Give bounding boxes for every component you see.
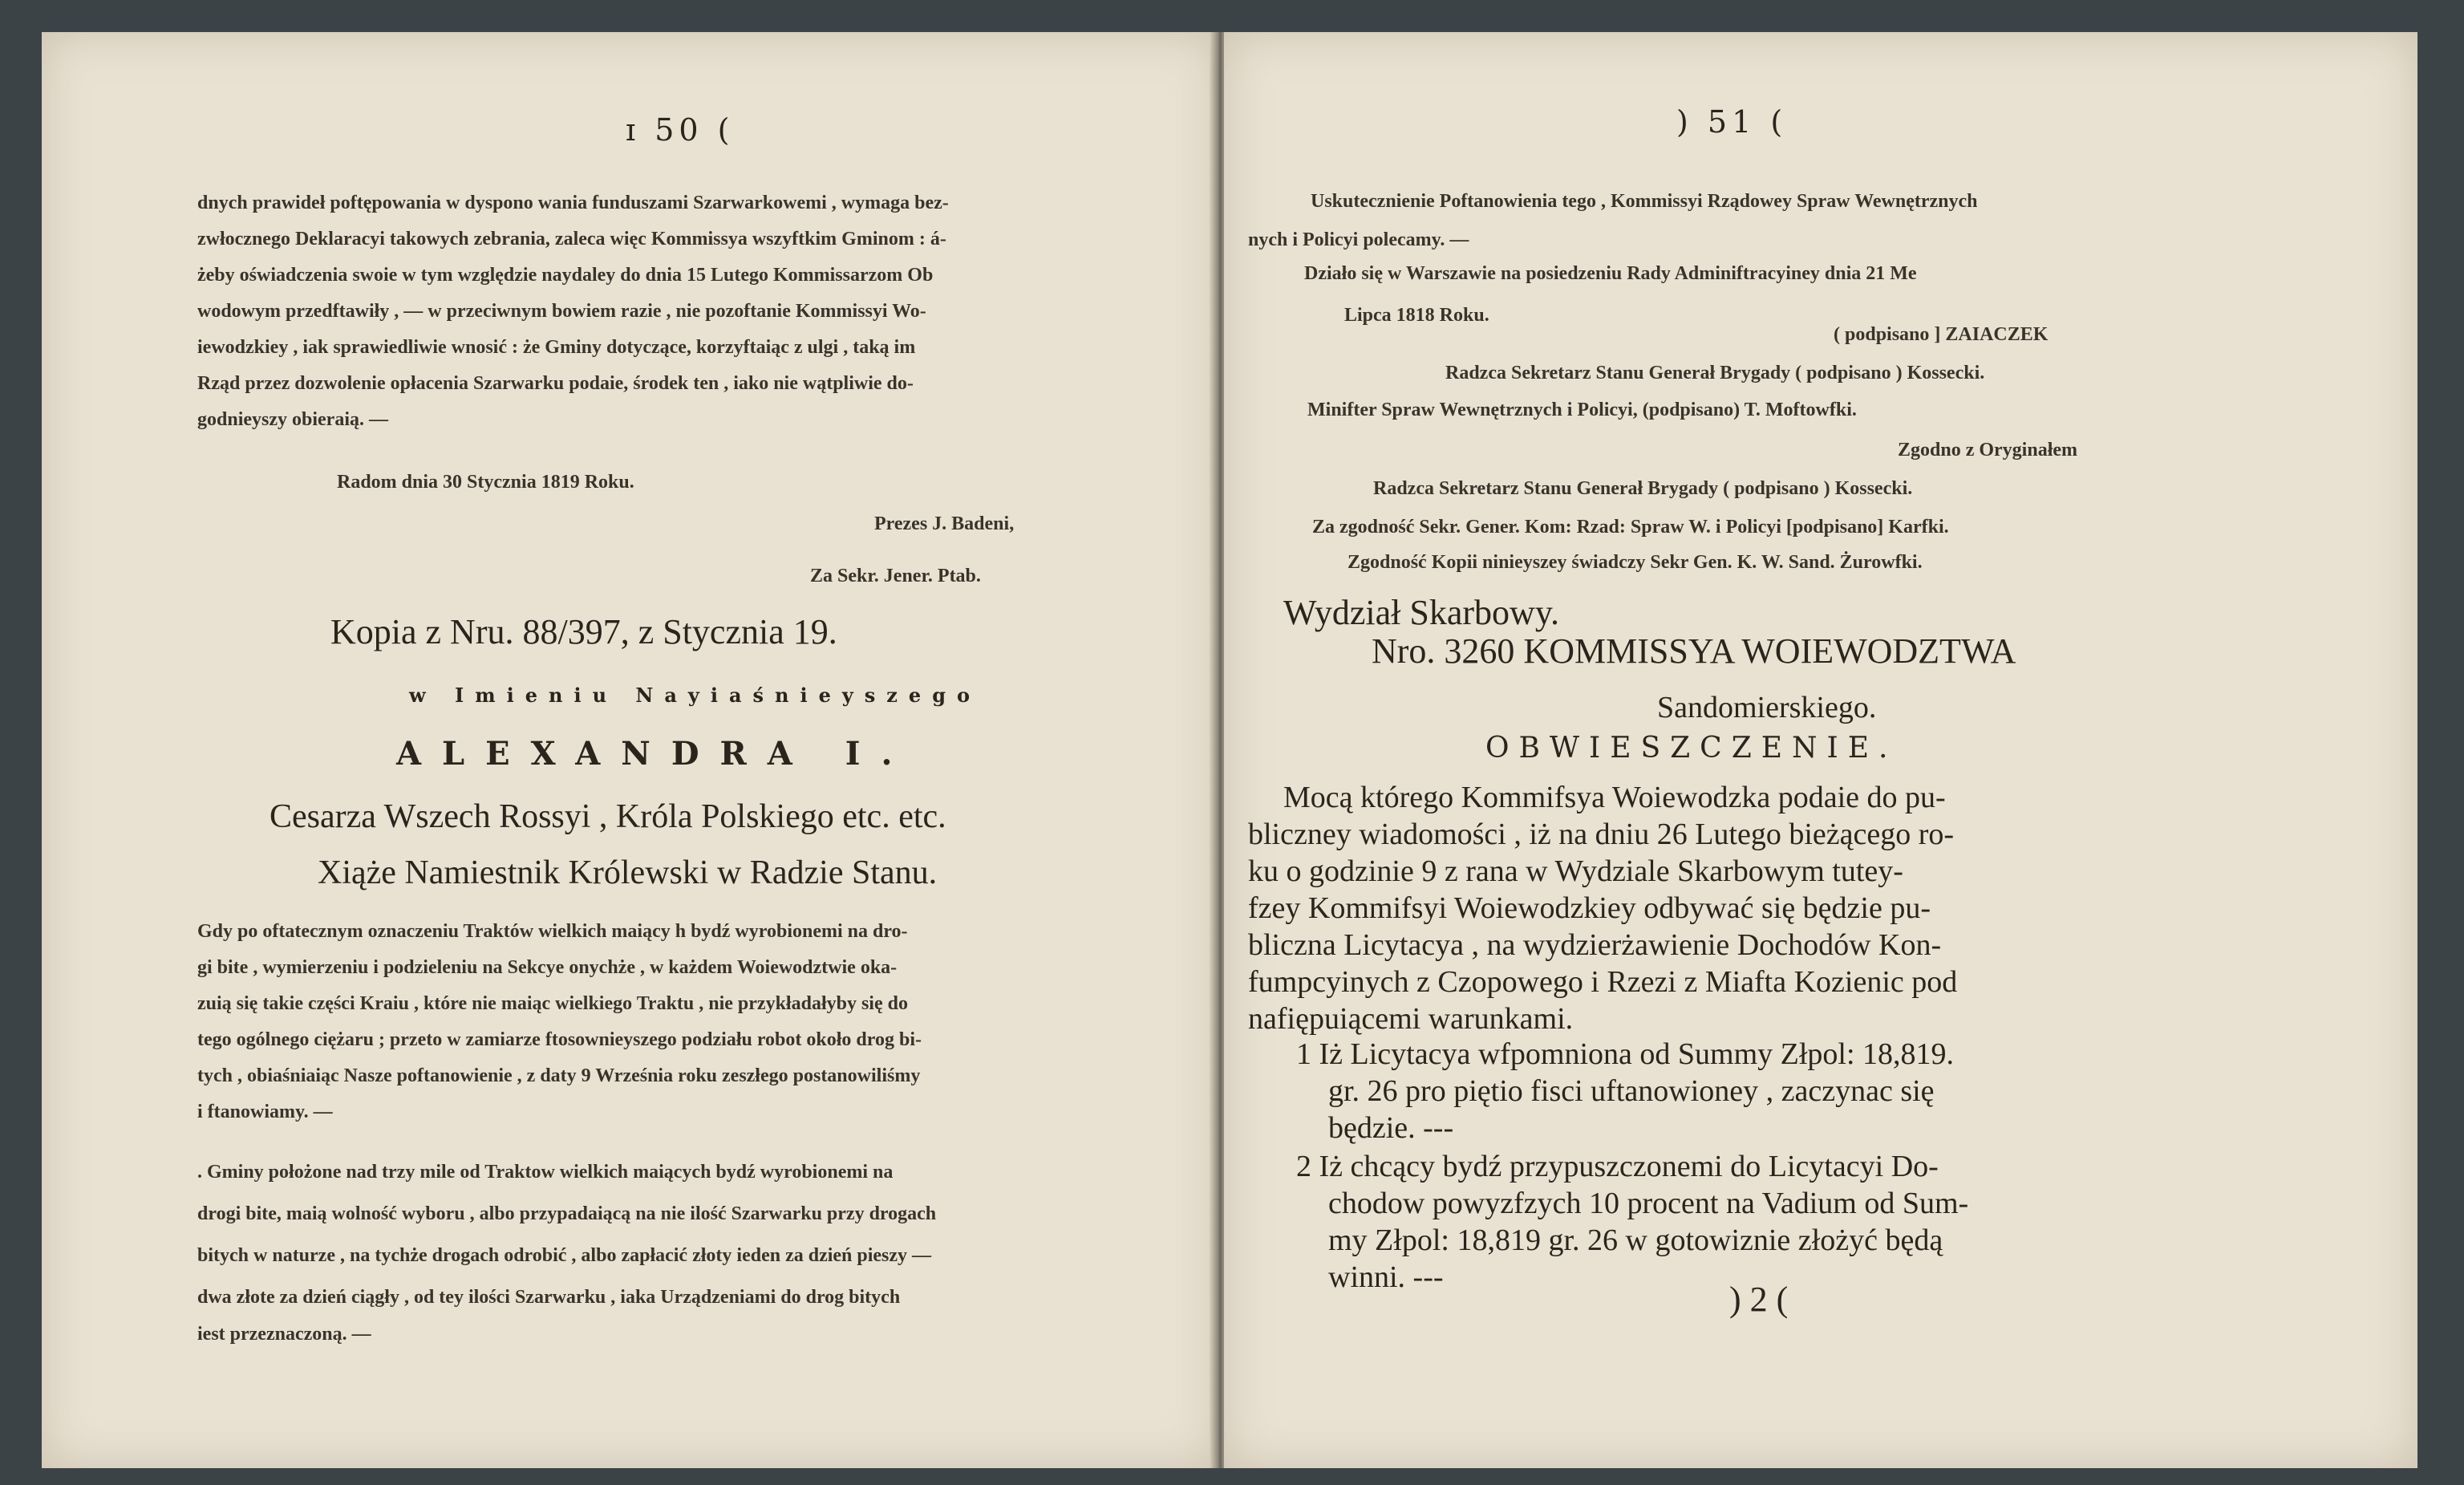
paragraph-line: zwłocznego Deklaracyi takowych zebrania, zaleca więc Kommissya wszyftkim Gminom : á- bbox=[197, 229, 946, 250]
condition-line: 1 Iż Licytacya wfpomniona od Summy Złpol: 18,819. bbox=[1296, 1037, 1955, 1071]
notice-heading: OBWIESZCZENIE. bbox=[1485, 732, 1898, 765]
paragraph-line: . Gminy położone nad trzy mile od Traktow wielkich maiących bydź wyrobionemi na bbox=[197, 1162, 894, 1183]
signature-line: Minifter Spraw Wewnętrznych i Policyi, (podpisano) T. Moftowfki. bbox=[1307, 400, 1857, 420]
subheading: w Imieniu Nayiaśnieyszego bbox=[409, 684, 981, 707]
left-page-number: ɪ 50 ( bbox=[626, 112, 735, 148]
condition-line: winni. --- bbox=[1328, 1260, 1444, 1294]
paragraph-line: Gdy po oftatecznym oznaczeniu Traktów wielkich maiący h bydź wyrobionemi na dro- bbox=[197, 921, 908, 942]
condition-line: będzie. --- bbox=[1328, 1111, 1454, 1145]
condition-line: chodow powyzfzych 10 procent na Vadium od Sum- bbox=[1328, 1187, 1969, 1220]
section-heading: Kopia z Nru. 88/397, z Stycznia 19. bbox=[330, 612, 837, 651]
ruler-name: ALEXANDRA I. bbox=[396, 735, 914, 773]
notice-line: fumpcyinych z Czopowego i Rzezi z Miafta Kozienic pod bbox=[1248, 965, 1958, 999]
notice-line: bliczna Licytacya , na wydzierżawienie Dochodów Kon- bbox=[1248, 928, 1942, 962]
paragraph-line: zuią się takie części Kraiu , które nie maiąc wielkiego Traktu , nie przykładałyby się do bbox=[197, 993, 908, 1014]
signature-line: Radzca Sekretarz Stanu Generał Brygady ( podpisano ) Kossecki. bbox=[1373, 478, 1913, 499]
notice-line: fzey Kommifsyi Woiewodzkiey odbywać się będzie pu- bbox=[1248, 891, 1931, 925]
sheet-signature-mark: ) 2 ( bbox=[1729, 1280, 1789, 1319]
paragraph-line: wodowym przedftawiły , — w przeciwnym bowiem razie , nie pozoftanie Kommissyi Wo- bbox=[197, 301, 926, 322]
date-line: Radom dnia 30 Stycznia 1819 Roku. bbox=[337, 472, 634, 493]
commission-heading: Nro. 3260 KOMMISSYA WOIEWODZTWA bbox=[1372, 631, 2016, 671]
paragraph-line: gi bite , wymierzeniu i podzieleniu na Sekcye onychże , w każdem Woiewodztwie oka- bbox=[197, 957, 898, 978]
paragraph-line: iest przeznaczoną. — bbox=[197, 1324, 371, 1345]
notice-line: ku o godzinie 9 z rana w Wydziale Skarbowym tutey- bbox=[1248, 854, 1903, 888]
paragraph-line: Rząd przez dozwolenie opłacenia Szarwarku podaie, środek ten , iako nie wątpliwie do- bbox=[197, 373, 914, 394]
signature-line: Za Sekr. Jener. Ptab. bbox=[810, 566, 981, 586]
region-heading: Sandomierskiego. bbox=[1657, 691, 1877, 724]
signature-line: Zgodno z Oryginałem bbox=[1898, 440, 2078, 461]
paragraph-line: tych , obiaśniaiąc Nasze poftanowienie , z daty 9 Września roku zeszłego postanowiliśmy bbox=[197, 1065, 921, 1086]
paragraph-line: Lipca 1818 Roku. bbox=[1344, 305, 1489, 326]
notice-line: Mocą którego Kommifsya Woiewodzka podaie do pu- bbox=[1283, 781, 1946, 814]
paragraph-line: tego ogólnego ciężaru ; przeto w zamiarze ftosownieyszego podziału robot około drog bi- bbox=[197, 1029, 922, 1050]
paragraph-line: Działo się w Warszawie na posiedzeniu Rady Adminiftracyiney dnia 21 Me bbox=[1304, 263, 1917, 284]
right-page-number: ) 51 ( bbox=[1676, 104, 1788, 140]
paragraph-line: drogi bite, maią wolność wyboru , albo przypadaiącą na nie ilość Szarwarku przy drogach bbox=[197, 1203, 937, 1224]
paragraph-line: żeby oświadczenia swoie w tym względzie naydaley do dnia 15 Lutego Kommissarzom Ob bbox=[197, 265, 934, 286]
ruler-title: Xiąże Namiestnik Królewski w Radzie Stanu. bbox=[318, 854, 938, 891]
notice-line: nafiępuiącemi warunkami. bbox=[1248, 1002, 1574, 1036]
signature-line: Za zgodność Sekr. Gener. Kom: Rzad: Spraw W. i Policyi [podpisano] Karfki. bbox=[1312, 517, 1949, 538]
paragraph-line: bitych w naturze , na tychże drogach odrobić , albo zapłacić złoty ieden za dzień pieszy — bbox=[197, 1245, 932, 1266]
signature-line: Radzca Sekretarz Stanu Generał Brygady ( podpisano ) Kossecki. bbox=[1445, 363, 1985, 383]
signature-line: Zgodność Kopii ninieyszey świadczy Sekr Gen. K. W. Sand. Żurowfki. bbox=[1348, 552, 1923, 573]
department-heading: Wydział Skarbowy. bbox=[1283, 593, 1559, 632]
signature-line: ( podpisano ] ZAIACZEK bbox=[1834, 324, 2049, 345]
signature-line: Prezes J. Badeni, bbox=[874, 513, 1015, 534]
notice-line: bliczney wiadomości , iż na dniu 26 Lutego bieżącego ro- bbox=[1248, 818, 1955, 851]
condition-line: gr. 26 pro piętio fisci uftanowioney , zaczynac się bbox=[1328, 1074, 1935, 1108]
paragraph-line: i ftanowiamy. — bbox=[197, 1102, 333, 1122]
condition-line: my Złpol: 18,819 gr. 26 w gotowiznie złożyć będą bbox=[1328, 1223, 1943, 1257]
paragraph-line: dnych prawideł poftępowania w dyspono wania funduszami Szarwarkowemi , wymaga bez- bbox=[197, 193, 949, 213]
paragraph-line: dwa złote za dzień ciągły , od tey ilości Szarwarku , iaka Urządzeniami do drog bitych bbox=[197, 1287, 901, 1308]
paragraph-line: nych i Policyi polecamy. — bbox=[1248, 229, 1469, 250]
condition-line: 2 Iż chcący bydź przypuszczonemi do Licytacyi Do- bbox=[1296, 1150, 1939, 1183]
ruler-title: Cesarza Wszech Rossyi , Króla Polskiego etc. etc. bbox=[270, 798, 946, 835]
paragraph-line: iewodzkiey , iak sprawiedliwie wnosić : że Gminy dotyczące, korzyftaiąc z ulgi , taką im bbox=[197, 337, 916, 358]
paragraph-line: godnieyszy obieraią. — bbox=[197, 409, 388, 430]
paragraph-line: Uskutecznienie Poftanowienia tego , Kommissyi Rządowey Spraw Wewnętrznych bbox=[1311, 191, 1978, 212]
